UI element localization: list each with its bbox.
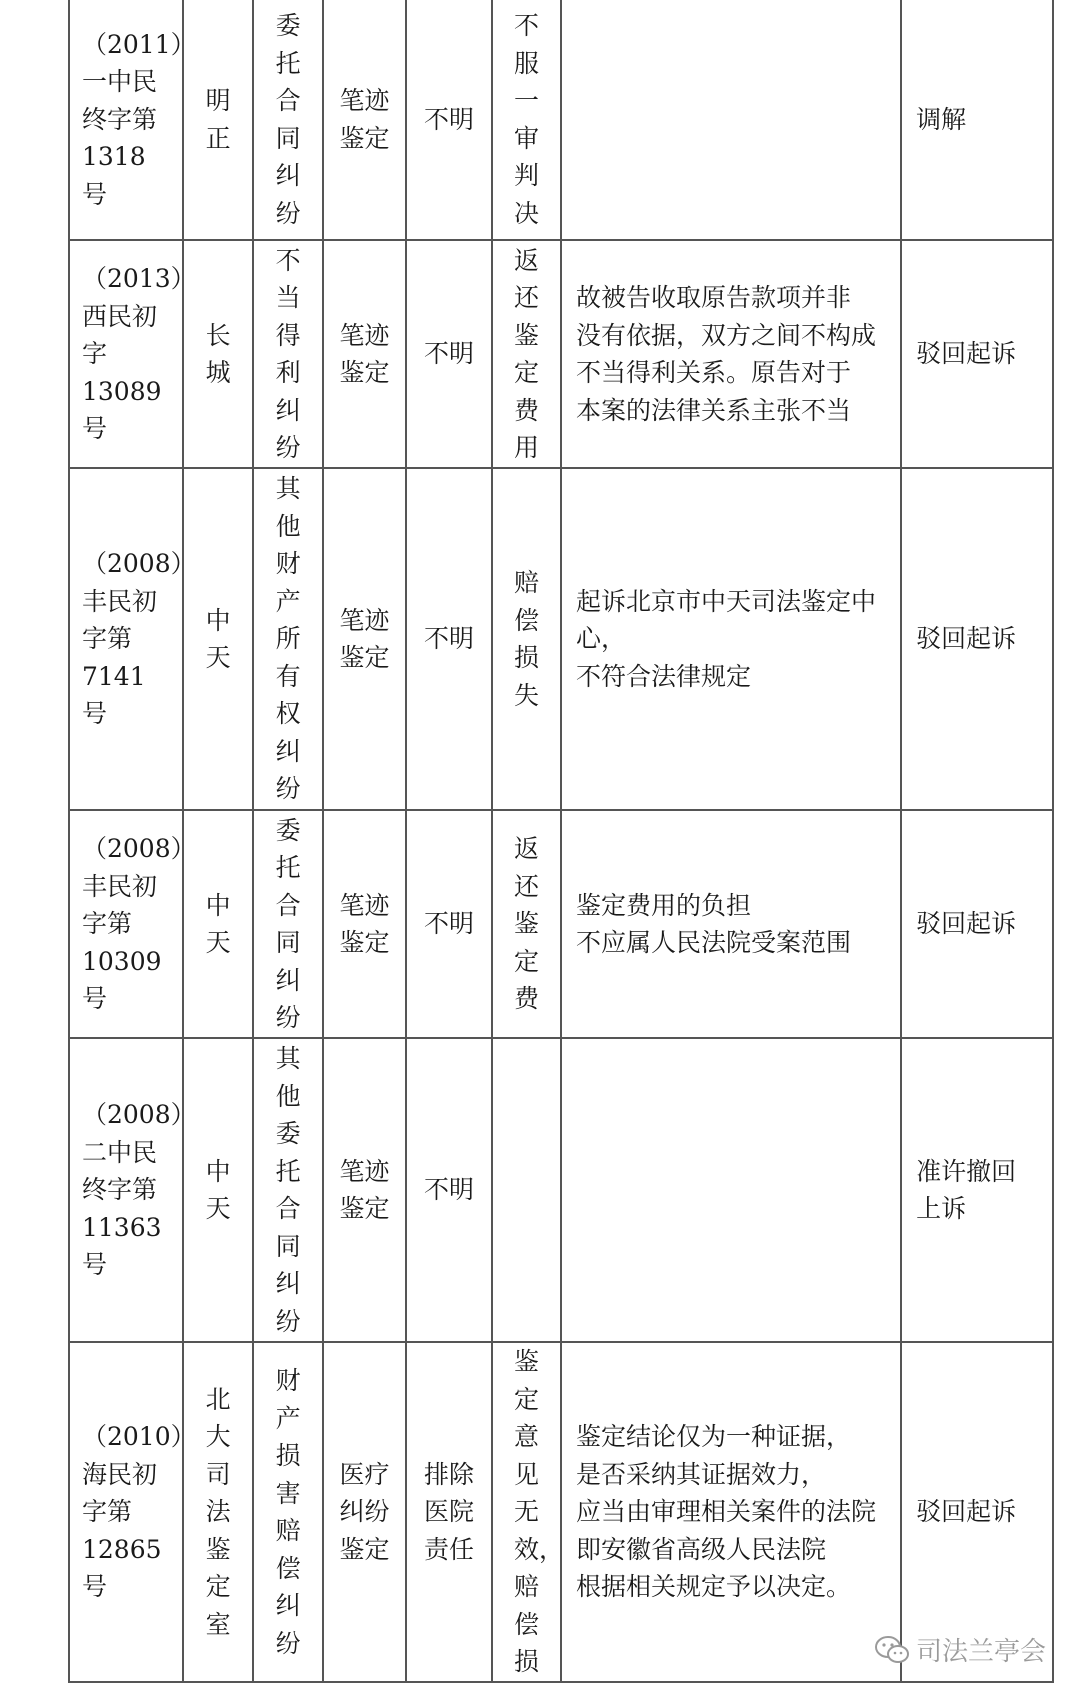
- appraisal-type-cell: 笔迹 鉴定: [323, 0, 406, 240]
- party-cell: 长城: [183, 240, 253, 468]
- opinion-cell: 不明: [406, 810, 492, 1038]
- reason-cell: 起诉北京市中天司法鉴定中 心， 不符合法律规定: [561, 468, 901, 810]
- reason-cell: [561, 1038, 901, 1342]
- reason-cell: 故被告收取原告款项并非 没有依据，双方之间不构成 不当得利关系。原告对于 本案的法律关系主张不当: [561, 240, 901, 468]
- wechat-icon: [874, 1635, 910, 1665]
- party-cell: 北大司法鉴定室: [183, 1342, 253, 1682]
- result-cell: 准许撤回 上诉: [901, 1038, 1053, 1342]
- appraisal-type-cell: 笔迹 鉴定: [323, 1038, 406, 1342]
- cause-cell: 财产损害赔偿纠纷: [253, 1342, 323, 1682]
- opinion-cell: 不明: [406, 240, 492, 468]
- case-number-cell: （2008） 丰民初 字第 7141 号: [69, 468, 183, 810]
- cause-cell: 委托合同纠纷: [253, 810, 323, 1038]
- claim-cell: 返还鉴定费: [492, 810, 561, 1038]
- case-number-cell: （2008） 二中民 终字第 11363 号: [69, 1038, 183, 1342]
- opinion-cell: 不明: [406, 468, 492, 810]
- opinion-cell: 不明: [406, 0, 492, 240]
- party-cell: 中天: [183, 810, 253, 1038]
- claim-cell: 鉴定意见无效，赔偿损: [492, 1342, 561, 1682]
- result-cell: 驳回起诉: [901, 240, 1053, 468]
- reason-cell: [561, 0, 901, 240]
- party-cell: 中天: [183, 1038, 253, 1342]
- cause-cell: 不当得利纠纷: [253, 240, 323, 468]
- party-cell: 中天: [183, 468, 253, 810]
- table-row: [69, 0, 1053, 240]
- opinion-cell: 排除医院责任: [406, 1342, 492, 1682]
- case-number-cell: （2011） 一中民 终字第 1318 号: [69, 0, 183, 240]
- opinion-cell: 不明: [406, 1038, 492, 1342]
- cause-cell: 其他委托合同纠纷: [253, 1038, 323, 1342]
- table-row: [69, 810, 1053, 1038]
- watermark-text: 司法兰亭会: [915, 1637, 1046, 1667]
- claim-cell: 不服一审判决: [492, 0, 561, 240]
- appraisal-type-cell: 笔迹 鉴定: [323, 810, 406, 1038]
- claim-cell: 返还鉴定费用: [492, 240, 561, 468]
- case-number-cell: （2008） 丰民初 字第 10309 号: [69, 810, 183, 1038]
- appraisal-type-cell: 医疗 纠纷 鉴定: [323, 1342, 406, 1682]
- reason-cell: 鉴定结论仅为一种证据， 是否采纳其证据效力， 应当由审理相关案件的法院 即安徽省高级人民法院 根据相关规定予以决定。: [561, 1342, 901, 1682]
- case-number-cell: （2013） 西民初 字 13089 号: [69, 240, 183, 468]
- result-cell: 驳回起诉: [901, 1342, 1053, 1682]
- claim-cell: 赔偿损失: [492, 468, 561, 810]
- case-table: [68, 0, 1054, 1683]
- cause-cell: 委托合同纠纷: [253, 0, 323, 240]
- appraisal-type-cell: 笔迹 鉴定: [323, 468, 406, 810]
- watermark: [874, 1631, 1046, 1668]
- case-number-cell: （2010） 海民初 字第 12865 号: [69, 1342, 183, 1682]
- appraisal-type-cell: 笔迹 鉴定: [323, 240, 406, 468]
- result-cell: 驳回起诉: [901, 468, 1053, 810]
- party-cell: 明正: [183, 0, 253, 240]
- reason-cell: 鉴定费用的负担 不应属人民法院受案范围: [561, 810, 901, 1038]
- claim-cell: [492, 1038, 561, 1342]
- table-row: [69, 1038, 1053, 1342]
- result-cell: 驳回起诉: [901, 810, 1053, 1038]
- cause-cell: 其他财产所有权纠纷: [253, 468, 323, 810]
- table-row: [69, 240, 1053, 468]
- result-cell: 调解: [901, 0, 1053, 240]
- table-row: [69, 468, 1053, 810]
